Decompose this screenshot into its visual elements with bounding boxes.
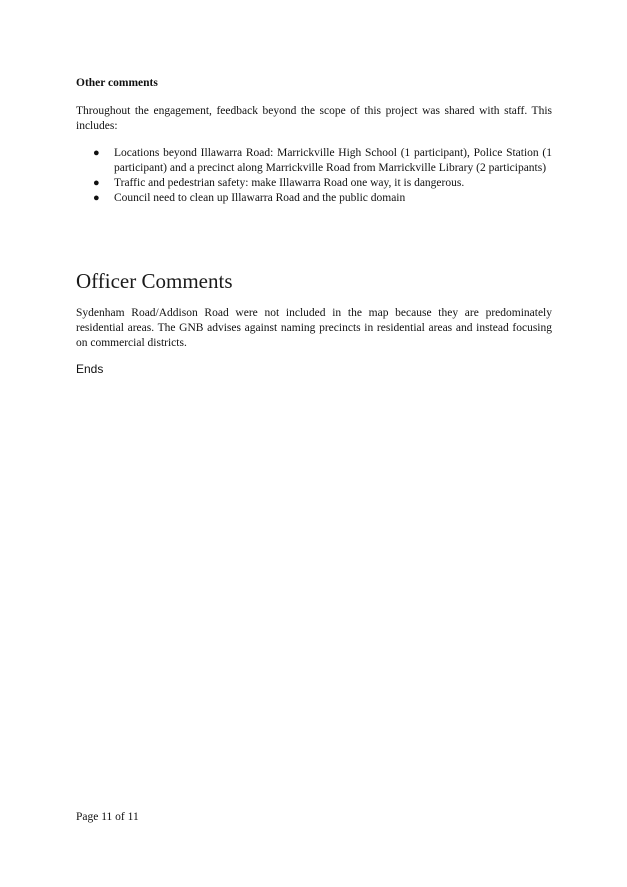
other-comments-list [76,146,552,206]
list-item [76,146,552,176]
other-comments-heading: Other comments [76,77,158,89]
list-item [76,176,552,191]
bullet-icon: ● [93,147,100,159]
list-item-text: Council need to clean up Illawarra Road and the public domain [114,192,406,204]
bullet-icon: ● [93,192,100,204]
other-comments-intro: Throughout the engagement, feedback beyond the scope of this project was shared with staff. This includes: [76,105,552,132]
officer-comments-heading: Officer Comments [76,269,233,293]
ends-marker: Ends [76,362,104,376]
officer-comments-body: Sydenham Road/Addison Road were not included in the map because they are predominately residential areas. The GNB advises against naming precincts in residential areas and instead focusing on commercial districts. [76,307,552,349]
list-item-text: Locations beyond Illawarra Road: Marrickville High School (1 participant), Police Station (1 participant) and a precinct along Marrickville Road from Marrickville Library (2 participants) [114,147,552,174]
bullet-icon: ● [93,177,100,189]
list-item-text: Traffic and pedestrian safety: make Illawarra Road one way, it is dangerous. [114,177,465,189]
page-number: Page 11 of 11 [76,811,139,823]
list-item [76,191,552,206]
